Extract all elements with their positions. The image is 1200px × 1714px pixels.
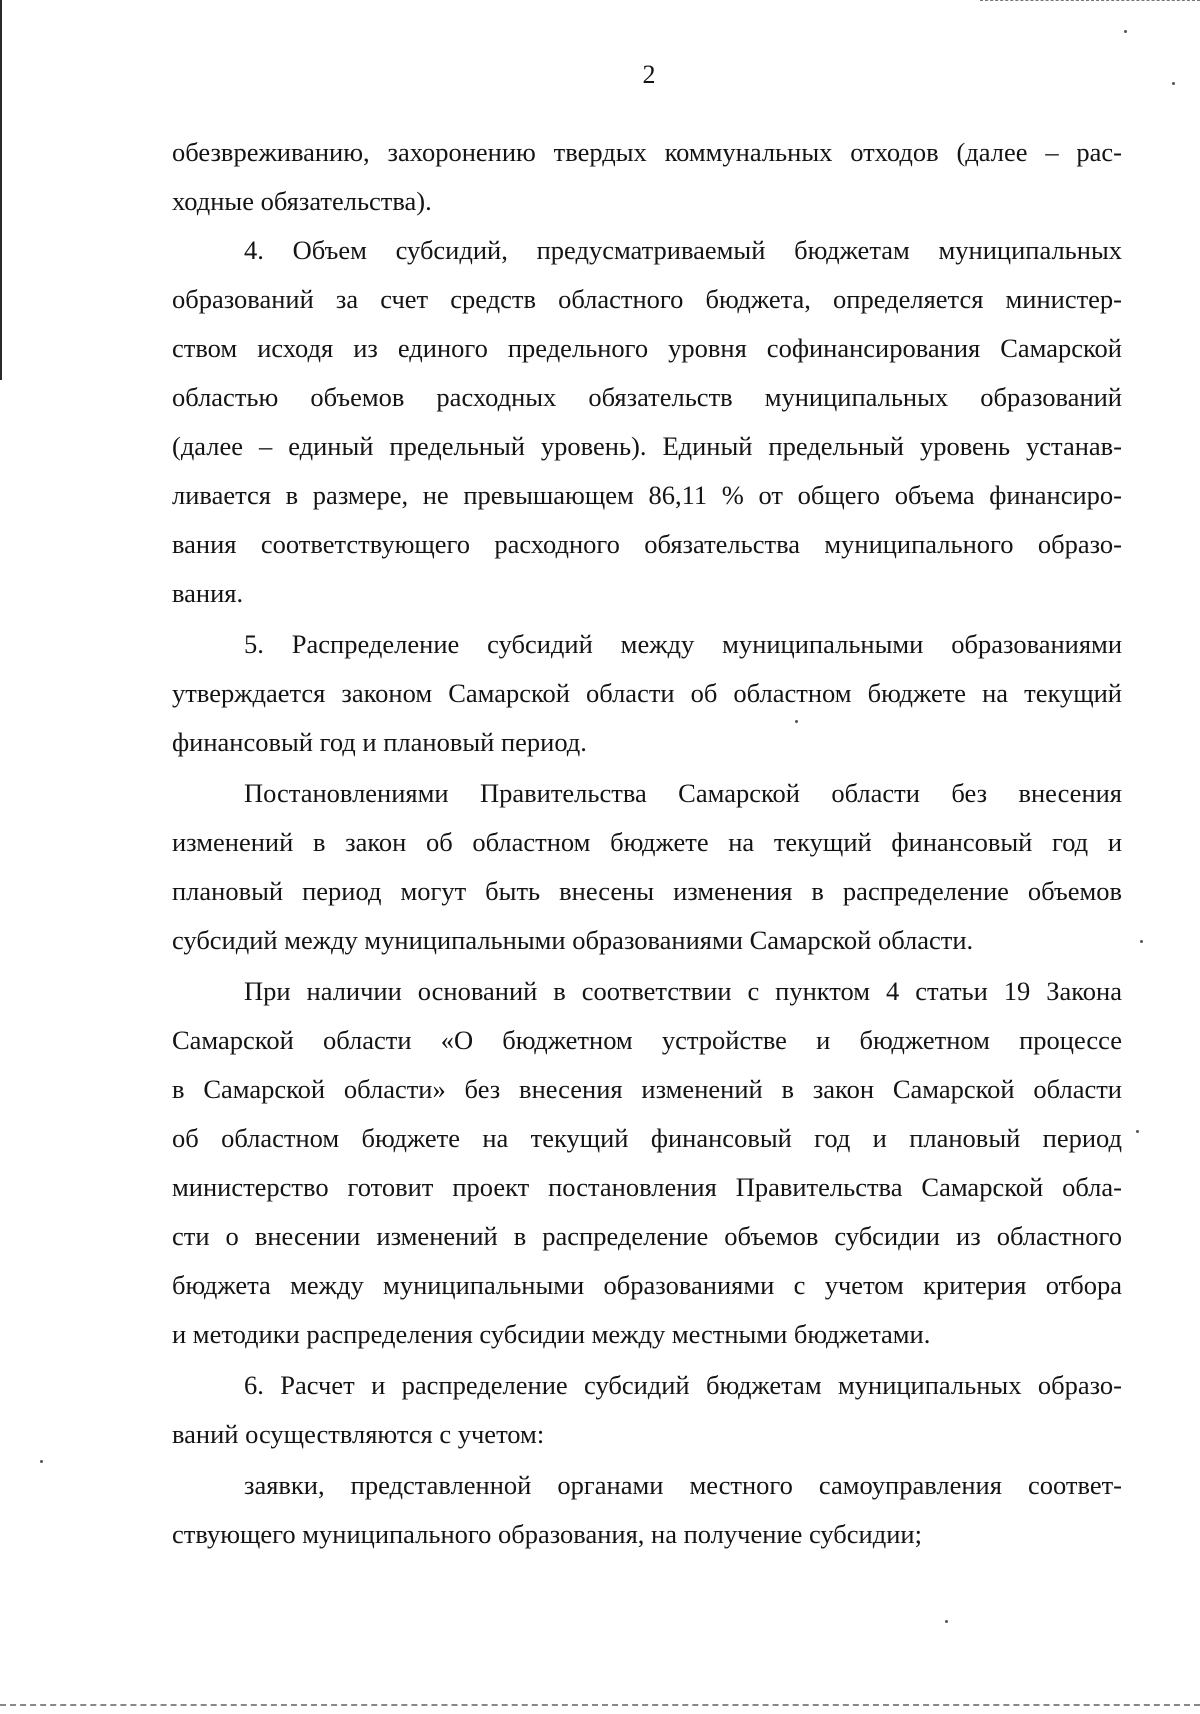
text-line: утверждается законом Самарской области об областном бюджете на текущий	[172, 678, 1122, 708]
text-line: министерство готовит проект постановления Правительства Самарской обла-	[172, 1172, 1122, 1202]
text-line: сти о внесении изменений в распределение объемов субсидии из областного	[172, 1221, 1122, 1251]
text-line: изменений в закон об областном бюджете на текущий финансовый год и	[172, 827, 1122, 857]
scan-edge-mark-top	[980, 0, 1200, 3]
text-line: субсидий между муниципальными образованиями Самарской области.	[172, 925, 974, 955]
text-line: об областном бюджете на текущий финансовый год и плановый период	[172, 1123, 1122, 1153]
text-line: 6. Расчет и распределение субсидий бюджетам муниципальных образо-	[244, 1370, 1122, 1400]
text-line: (далее – единый предельный уровень). Единый предельный уровень устанав-	[172, 431, 1122, 461]
text-line: ходные обязательства).	[172, 186, 432, 216]
text-line: и методики распределения субсидии между местными бюджетами.	[172, 1319, 931, 1349]
text-line: финансовый год и плановый период.	[172, 727, 587, 757]
text-line: заявки, представленной органами местного самоуправления соответ-	[244, 1470, 1122, 1500]
text-line: 4. Объем субсидий, предусматриваемый бюджетам муниципальных	[244, 235, 1122, 265]
text-line: вания соответствующего расходного обязательства муниципального образо-	[172, 529, 1122, 559]
scan-speck	[945, 1620, 948, 1623]
scan-speck	[40, 1460, 43, 1463]
text-line: областью объемов расходных обязательств муниципальных образований	[172, 382, 1122, 412]
scan-speck	[1140, 940, 1143, 943]
text-line: ливается в размере, не превышающем 86,11 % от общего объема финансиро-	[172, 480, 1122, 510]
text-line: Самарской области «О бюджетном устройстве и бюджетном процессе	[172, 1025, 1122, 1055]
scan-edge-mark-bottom	[0, 1704, 1200, 1706]
text-line: в Самарской области» без внесения изменений в закон Самарской области	[172, 1074, 1122, 1104]
text-line: плановый период могут быть внесены изменения в распределение объемов	[172, 876, 1122, 906]
scan-edge-mark-left	[0, 0, 2, 380]
text-line: Постановлениями Правительства Самарской области без внесения	[244, 778, 1122, 808]
text-line: образований за счет средств областного бюджета, определяется министер-	[172, 284, 1122, 314]
text-line: ваний осуществляются с учетом:	[172, 1419, 545, 1449]
text-line: бюджета между муниципальными образованиями с учетом критерия отбора	[172, 1270, 1122, 1300]
scan-speck	[1124, 30, 1127, 33]
text-line: ством исходя из единого предельного уровня софинансирования Самарской	[172, 333, 1122, 363]
scan-speck	[1136, 1130, 1139, 1133]
text-line: 5. Распределение субсидий между муниципальными образованиями	[244, 629, 1122, 659]
text-line: ствующего муниципального образования, на получение субсидии;	[172, 1519, 922, 1549]
page-number: 2	[642, 60, 656, 89]
text-line: При наличии оснований в соответствии с пунктом 4 статьи 19 Закона	[244, 976, 1122, 1006]
text-line: обезвреживанию, захоронению твердых коммунальных отходов (далее – рас-	[172, 137, 1122, 167]
text-line: вания.	[172, 578, 244, 608]
